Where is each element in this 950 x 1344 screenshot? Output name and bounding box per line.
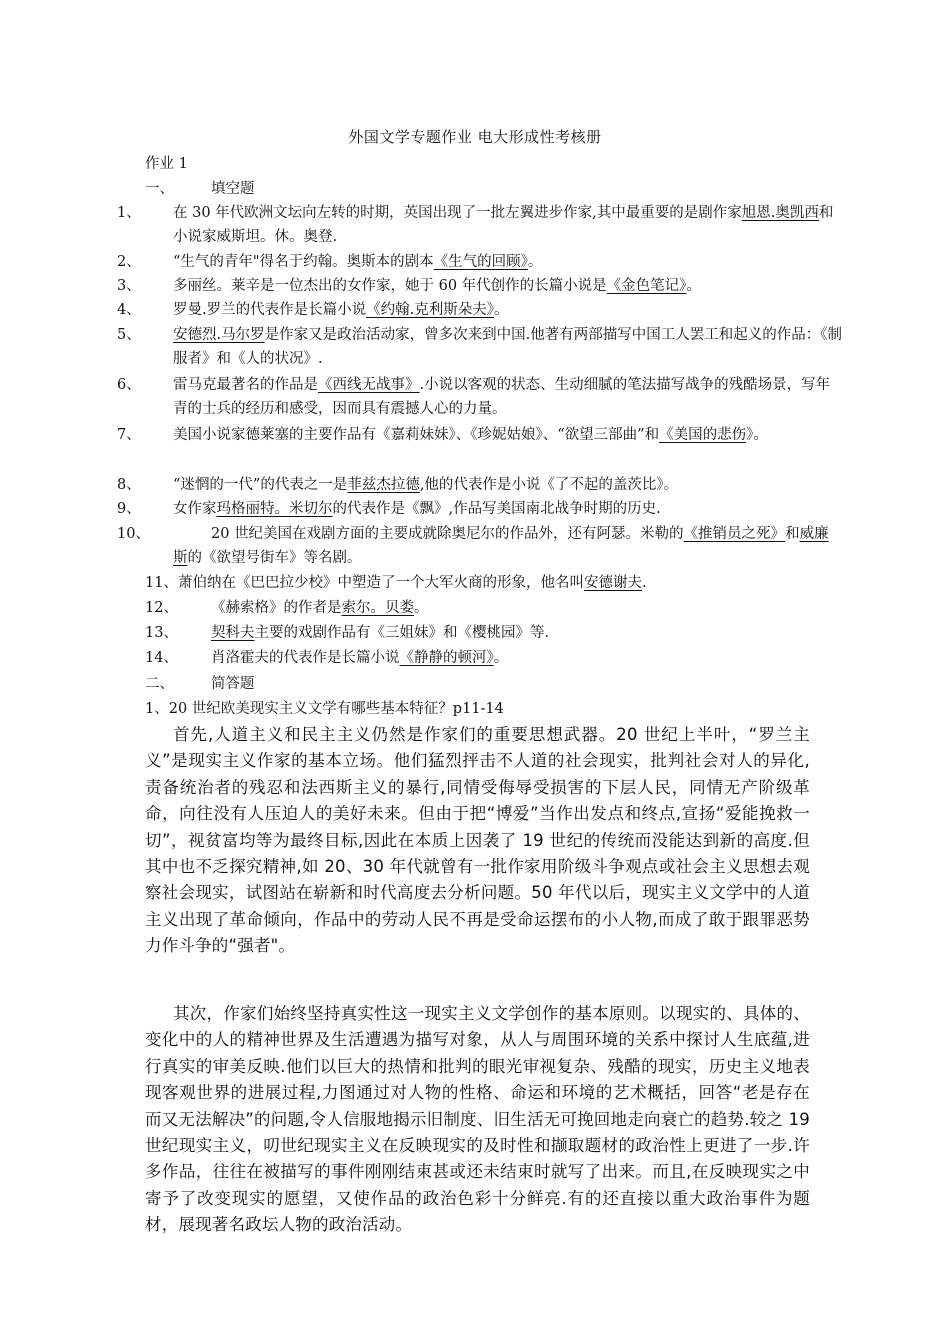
item-answer: 《金色笔记》 (606, 278, 687, 294)
section-number: 二、 (145, 676, 174, 692)
fill-item-2 (117, 250, 843, 274)
item-text: 女作家 (173, 501, 217, 517)
item-text: “生气的青年"得名于约翰。奥斯本的剧本 (173, 254, 434, 270)
item-text: 是作家又是政治活动家，曾多次来到中国.他著有两部描写中国工人罢工和起义的作品：《制服者》和《人的状况》. (173, 327, 842, 367)
item-text: 。 (414, 600, 429, 616)
section-heading-short-answer (145, 672, 815, 696)
item-answer: 玛格丽特。米切尔 (216, 501, 333, 517)
answer-paragraph-2: 其次，作家们始终坚持真实性这一现实主义文学创作的基本原则。以现实的、具体的、变化中的人的精神世界及生活遭遇为描写对象，从人与周围环境的关系中探讨人生底蕴,进行真实的审美反映.他们以巨大的热情和批判的眼光审视复杂、残酷的现实，历史主义地表现客观世界的进展过程,力图通过对人物的性格、命运和环境的艺术概括，回答“老是存在而又无法解决”的问题,令人信服地揭示旧制度、旧生活无可挽回地走向衰亡的趋势.较之 19 世纪现实主义，叨世纪现实主义在反映现实的及时性和撷取题材的政治性上更进了一步.许多作品，往往在被描写的事件刚刚结束甚或还未结束时就写了出来。而且,在反映现实之中寄予了改变现实的愿望，又使作品的政治色彩十分鲜亮.有的还直接以重大政治事件为题材，展现著名政坛人物的政治活动。 (145, 1004, 810, 1235)
item-text: 。 (686, 278, 701, 294)
item-text: 在 30 年代欧洲文坛向左转的时期，英国出现了一批左翼进步作家,其中最重要的是剧作家 (173, 205, 742, 221)
item-text: 和 (785, 526, 800, 542)
fill-item-9 (117, 497, 843, 521)
item-text: 。 (493, 650, 509, 666)
homework-label: 作业 1 (145, 156, 188, 172)
item-text: 。 (527, 254, 543, 270)
item-number: 6、 (117, 377, 141, 393)
item-answer: 索尔。贝娄 (341, 600, 414, 616)
item-text: 萧伯纳在《巴巴拉少校》中塑造了一个大军火商的形象，他名叫 (177, 575, 584, 591)
item-text: 的《欲望号街车》等名剧。 (187, 550, 362, 566)
item-answer: 契科夫 (211, 625, 255, 641)
fill-item-3 (117, 274, 843, 298)
item-number: 10、 (117, 526, 150, 542)
item-number: 14、 (145, 650, 178, 666)
fill-item-1 (117, 201, 843, 249)
item-text: 的代表作是《飘》,作品写美国南北战争时期的历史. (332, 501, 661, 517)
item-answer: 安德谢夫 (583, 575, 642, 591)
fill-item-13 (145, 621, 815, 645)
fill-item-5 (117, 323, 843, 371)
item-text: 和小说家威斯坦。休。奥登. (173, 205, 834, 245)
question-heading: 1、20 世纪欧美现实主义文学有哪些基本特征？p11-14 (145, 701, 504, 717)
item-text: 主要的戏剧作品有《三姐妹》和《樱桃园》等. (254, 625, 550, 641)
answer-paragraph-1: 首先,人道主义和民主主义仍然是作家们的重要思想武器。20 世纪上半叶，“罗兰主义”是现实主义作家的基本立场。他们猛烈抨击不人道的社会现实，批判社会对人的异化,责备统治者的残忍和法西斯主义的暴行,同情受侮辱受损害的下层人民，同情无产阶级革命，向往没有人压迫人的美好未来。但由于把“博爱”当作出发点和终点,宣扬“爱能挽救一切”，视贫富均等为最终目标,因此在本质上因袭了 19 世纪的传统而没能达到新的高度.但其中也不乏探究精神,如 20、30 年代就曾有一批作家用阶级斗争观点或社会主义思想去观察社会现实，试图站在崭新和时代高度去分析问题。50 年代以后，现实主义文学中的人道主义出现了革命倾向，作品中的劳动人民不再是受命运摆布的小人物,而成了敢于跟罪恶势力作斗争的“强者"。 (145, 725, 810, 956)
item-number: 1、 (117, 205, 141, 221)
item-text: 多丽丝。莱辛是一位杰出的女作家，她于 60 年代创作的长篇小说是 (173, 278, 607, 294)
section-heading-fill-blank (145, 177, 815, 201)
fill-item-8 (117, 473, 843, 497)
item-text: “迷惘的一代”的代表之一是 (173, 477, 348, 493)
item-answer: 威廉斯 (173, 526, 829, 566)
section-label: 简答题 (211, 676, 255, 692)
fill-item-11 (145, 571, 815, 595)
section-number: 一、 (145, 181, 174, 197)
section-label: 填空题 (211, 181, 255, 197)
fill-item-12 (145, 596, 815, 620)
item-text: .小说以客观的状态、生动细腻的笔法描写战争的残酷场景，写年青的士兵的经历和感受，因而具有震撼人心的力量。 (173, 377, 831, 417)
item-number: 11、 (145, 575, 178, 591)
fill-item-4 (117, 298, 843, 322)
item-text: 罗曼.罗兰的代表作是长篇小说 (173, 302, 367, 318)
item-number: 13、 (145, 625, 178, 641)
item-number: 9、 (117, 501, 141, 517)
item-answer: 《静静的顿河》 (399, 650, 494, 666)
fill-item-14 (145, 646, 815, 670)
item-text: 肖洛霍夫的代表作是长篇小说 (211, 650, 400, 666)
item-text: 《赫索格》的作者是 (211, 600, 342, 616)
item-number: 5、 (117, 327, 141, 343)
item-answer: 《推销员之死》 (683, 526, 786, 542)
item-number: 4、 (117, 302, 141, 318)
fill-item-10 (117, 522, 843, 570)
item-answer: 安德烈.马尔罗 (173, 327, 265, 343)
item-number: 3、 (117, 278, 141, 294)
fill-item-6 (117, 373, 843, 421)
item-text: 美国小说家德莱塞的主要作品有《嘉莉妹妹》、《珍妮姑娘》、“欲望三部曲”和 (173, 427, 660, 443)
item-answer: 旭恩.奥凯西 (741, 205, 819, 221)
item-answer: 《约翰.克利斯朵夫》 (366, 302, 494, 318)
item-number: 2、 (117, 254, 141, 270)
fill-item-7 (117, 423, 843, 447)
item-answer: 《美国的悲伤 (659, 427, 747, 443)
item-number: 7、 (117, 427, 141, 443)
item-text: 》。 (746, 427, 768, 443)
item-answer: 《西线无战事》 (318, 377, 420, 393)
item-answer: 菲兹杰拉德 (347, 477, 420, 493)
item-text: 雷马克最著名的作品是 (173, 377, 318, 393)
item-answer: 《生气的回顾》 (433, 254, 528, 270)
item-text: 20 世纪美国在戏剧方面的主要成就除奥尼尔的作品外，还有阿瑟。米勒的 (211, 526, 684, 542)
item-number: 8、 (117, 477, 141, 493)
item-number: 12、 (145, 600, 178, 616)
item-text: . (641, 575, 647, 591)
document-title: 外国文学专题作业 电大形成性考核册 (348, 128, 602, 146)
item-text: ,他的代表作是小说《了不起的盖茨比》。 (419, 477, 679, 493)
item-text: 。 (493, 302, 509, 318)
